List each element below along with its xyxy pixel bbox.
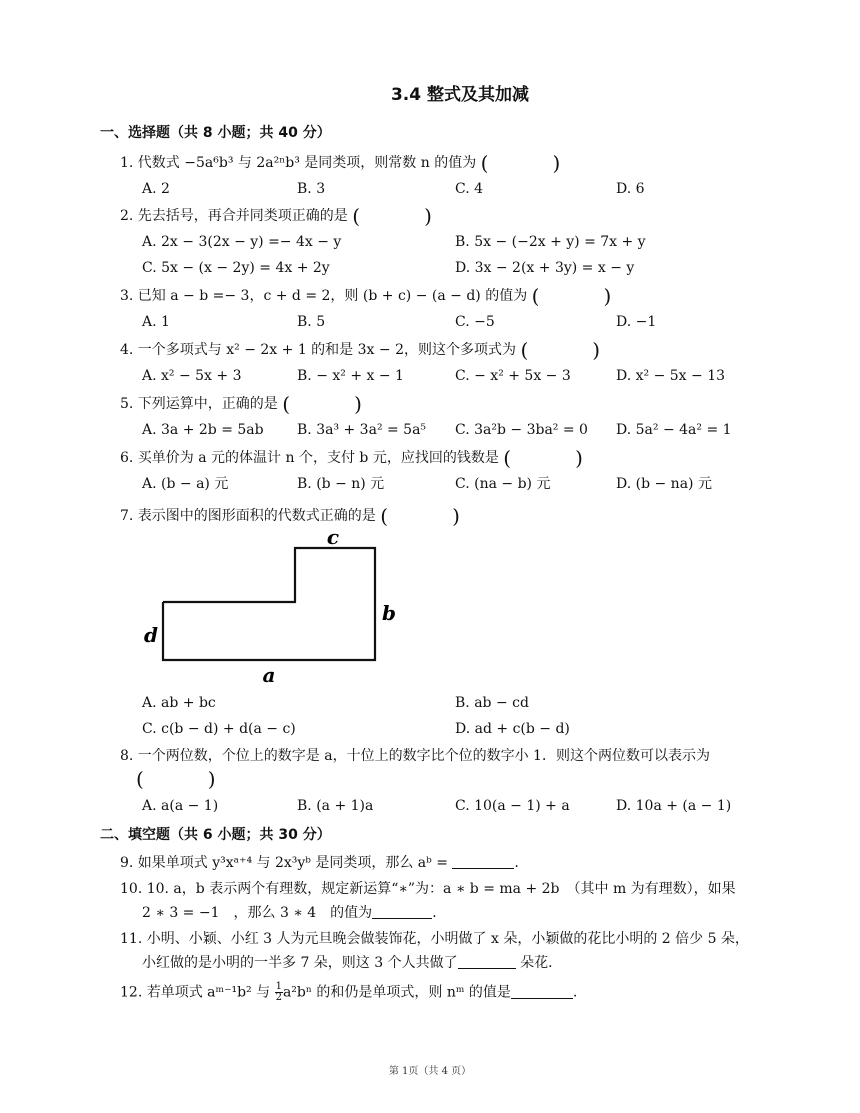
answer-paren: ( ): [282, 392, 384, 416]
section-heading-fill: 二、填空题（共 6 小题；共 30 分）: [100, 827, 331, 843]
question-10: [120, 880, 736, 898]
option-d: D. −1: [616, 314, 657, 330]
question-stem: 6. 买单价为 a 元的体温计 n 个，支付 b 元，应找回的钱数是: [120, 450, 499, 466]
question-tail: 朵花．: [520, 955, 563, 971]
option-d: D. ad + c(b − d): [455, 721, 570, 737]
question-stem: 10. 10. a，b 表示两个有理数，规定新运算“∗”为：a ∗ b = ma + 2b （其中 m 为有理数），如果: [120, 881, 736, 897]
question-7: [120, 504, 482, 528]
answer-blank[interactable]: [452, 854, 514, 869]
label-d: d: [144, 623, 158, 647]
fraction-numerator: 1: [275, 981, 282, 992]
option-b: B. 5x − (−2x + y) = 7x + y: [455, 234, 646, 250]
question-2: [120, 204, 454, 228]
option-d: D. 10a + (a − 1): [616, 798, 732, 814]
answer-blank[interactable]: [458, 954, 516, 969]
question-stem: 9. 如果单项式 y³xᵃ⁺⁴ 与 2x³yᵇ 是同类项，那么 aᵇ =: [120, 855, 448, 871]
option-a: A. 3a + 2b = 5ab: [142, 422, 264, 438]
option-c: C. −5: [455, 314, 495, 330]
option-c: C. 4: [455, 181, 484, 197]
answer-paren: ( ): [503, 446, 605, 470]
option-c: C. 10(a − 1) + a: [455, 798, 570, 814]
question-4: [120, 338, 623, 362]
l-shape-outline: [163, 548, 375, 660]
answer-paren: ( ): [352, 204, 454, 228]
option-d: D. x² − 5x − 13: [616, 368, 726, 384]
option-c: C. c(b − d) + d(a − c): [142, 721, 296, 737]
option-b: B. (a + 1)a: [297, 798, 374, 814]
question-10-line2: [142, 904, 437, 922]
question-stem-cont: a²bⁿ 的和仍是单项式，则 nᵐ 的值是: [282, 984, 511, 1001]
question-3: [120, 284, 634, 308]
question-stem-cont: 2 ∗ 3 = −1 ，那么 3 ∗ 4 的值为: [142, 905, 373, 921]
answer-paren: ( ): [480, 151, 583, 175]
option-a: A. ab + bc: [142, 695, 216, 711]
question-stem: 12. 若单项式 aᵐ⁻¹b² 与: [120, 984, 271, 1001]
question-9: [120, 854, 519, 872]
option-a: A. a(a − 1): [142, 798, 219, 814]
option-a: A. (b − a) 元: [142, 476, 229, 492]
answer-blank[interactable]: [511, 984, 573, 999]
answer-paren: ( ): [520, 338, 623, 362]
option-d: D. 5a² − 4a² = 1: [616, 422, 732, 438]
answer-paren: ( ): [531, 284, 634, 308]
question-stem: 1. 代数式 −5a⁶b³ 与 2a²ⁿb³ 是同类项，则常数 n 的值为: [120, 155, 477, 171]
option-a: A. x² − 5x + 3: [142, 368, 242, 384]
question-tail: .: [432, 905, 437, 921]
option-c: C. 3a²b − 3ba² = 0: [455, 422, 588, 438]
question-stem: 2. 先去括号，再合并同类项正确的是: [120, 208, 348, 224]
option-b: B. − x² + x − 1: [297, 368, 404, 384]
option-b: B. (b − n) 元: [297, 476, 385, 492]
answer-paren: ( ): [380, 504, 482, 528]
question-stem: 8. 一个两位数，个位上的数字是 a，十位上的数字比个位的数字小 1．则这个两位数可以表示为: [120, 748, 710, 764]
option-a: A. 2x − 3(2x − y) =− 4x − y: [142, 234, 342, 250]
label-a: a: [262, 663, 276, 687]
question-stem: 4. 一个多项式与 x² − 2x + 1 的和是 3x − 2，则这个多项式为: [120, 342, 516, 358]
page-footer: 第 1页（共 4 页）: [388, 1066, 472, 1077]
option-c: C. − x² + 5x − 3: [455, 368, 571, 384]
page-title: 3.4 整式及其加减: [390, 85, 530, 105]
option-b: B. ab − cd: [455, 695, 529, 711]
question-stem-cont: 小红做的是小明的一半多 7 朵，则这 3 个人共做了: [142, 955, 458, 971]
question-stem: 3. 已知 a − b =− 3，c + d = 2，则 (b + c) − (a − d) 的值为: [120, 288, 528, 304]
question-11-line2: [142, 954, 562, 972]
question-5: [120, 392, 384, 416]
option-a: A. 2: [142, 181, 170, 197]
question-stem: 5. 下列运算中，正确的是: [120, 396, 278, 412]
fraction-denominator: 2: [275, 992, 282, 1003]
question-12: [120, 982, 577, 1003]
fraction-one-half: [275, 982, 283, 1003]
label-c: c: [326, 532, 340, 549]
question-tail: .: [572, 984, 578, 1001]
section-heading-choice: 一、选择题（共 8 小题；共 40 分）: [100, 125, 331, 141]
l-shape-figure: [137, 532, 407, 692]
question-8: [120, 747, 710, 765]
answer-paren: ( ): [136, 767, 238, 791]
question-stem: 7. 表示图中的图形面积的代数式正确的是: [120, 508, 376, 524]
option-c: C. 5x − (x − 2y) = 4x + 2y: [142, 260, 330, 276]
option-b: B. 3a³ + 3a² = 5a⁵: [297, 422, 427, 438]
option-d: D. 6: [616, 181, 645, 197]
question-8-paren-line: [136, 767, 238, 791]
question-11: [120, 930, 749, 948]
option-c: C. (na − b) 元: [455, 476, 551, 492]
question-tail: .: [514, 855, 519, 871]
option-d: D. (b − na) 元: [616, 476, 712, 492]
question-1: [120, 151, 583, 175]
option-a: A. 1: [142, 314, 170, 330]
label-b: b: [382, 601, 396, 625]
option-d: D. 3x − 2(x + 3y) = x − y: [455, 260, 635, 276]
option-b: B. 3: [297, 181, 326, 197]
question-6: [120, 446, 605, 470]
option-b: B. 5: [297, 314, 326, 330]
question-stem: 11. 小明、小颖、小红 3 人为元旦晚会做装饰花，小明做了 x 朵，小颖做的花比小明的 2 倍少 5 朵，: [120, 931, 749, 947]
answer-blank[interactable]: [372, 904, 432, 919]
